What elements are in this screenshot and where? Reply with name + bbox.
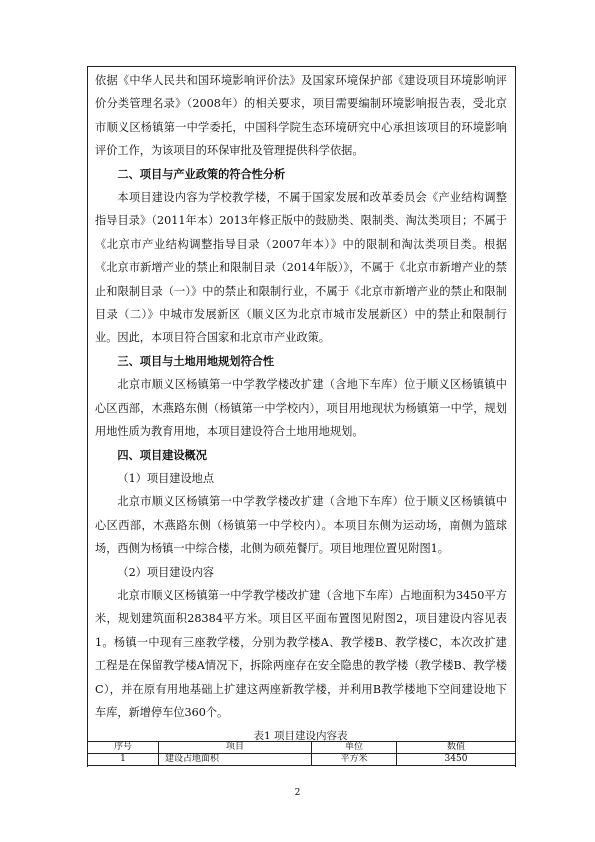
table-header-cell: 项目 (159, 742, 312, 754)
section-heading-overview: 四、项目建设概况 (117, 447, 207, 462)
document-body (95, 69, 507, 724)
table-header-cell: 序号 (88, 742, 159, 754)
table-cell: 平方米 (312, 754, 397, 766)
industrial-policy-paragraph: 本项目建设内容为学校教学楼，不属于国家发展和改革委员会《产业结构调整指导目录》（2011年本）2013年修正版中的鼓励类、限制类、淘汰类项目；不属于《北京市产业结构调整指导目录（2007年本）》中的限制和淘汰类项目类。根据《北京市新增产业的禁止和限制目录（2014年版）》，不属于《北京市新增产业的禁止和限制目录（一）》中的禁止和限制行业，不属于《北京市新增产业的禁止和限制目录（二）》中城市发展新区（顺义区为北京市城市发展新区）中的禁止和限制行业。因此，本项目符合国家和北京市产业政策。 (95, 191, 507, 345)
table-header-cell: 单位 (312, 742, 397, 754)
location-paragraph: 北京市顺义区杨镇第一中学教学楼改扩建（含地下车库）位于顺义区杨镇镇中心区西部，木燕路东侧（杨镇第一中学校内）。本项目东侧为运动场，南侧为篮球场，西侧为杨镇一中综合楼，北侧为硕苑餐厅。项目地理位置见附图1。 (95, 495, 507, 556)
subheading-content: （2）项目建设内容 (117, 565, 215, 579)
table-cell: 3450 (397, 754, 516, 766)
table-header-row (88, 742, 516, 754)
section-heading-land-use: 三、项目与土地用地规划符合性 (117, 353, 275, 368)
table-header-cell: 数值 (397, 742, 516, 754)
section-heading-industrial-policy: 二、项目与产业政策的符合性分析 (117, 166, 286, 181)
table-cell: 1 (88, 754, 159, 766)
intro-paragraph: 依据《中华人民共和国环境影响评价法》及国家环境保护部《建设项目环境影响评价分类管理名录》（2008年）的相关要求，项目需要编制环境影响报告表，受北京市顺义区杨镇第一中学委托，中国科学院生态环境研究中心承担该项目的环境影响评价工作，为该项目的环保审批及管理提供科学依据。 (95, 74, 507, 158)
land-use-paragraph: 北京市顺义区杨镇第一中学教学楼改扩建（含地下车库）位于顺义区杨镇镇中心区西部，木燕路东侧（杨镇第一中学校内），项目用地现状为杨镇第一中学，规划用地性质为教育用地，本项目建设符合土地用地规划。 (95, 378, 507, 439)
page-number: 2 (294, 788, 301, 798)
table-cell: 建设占地面积 (159, 754, 312, 766)
table-row (88, 754, 516, 766)
table-caption: 表1 项目建设内容表 (253, 730, 348, 742)
project-content-table (87, 741, 516, 766)
subheading-location: （1）项目建设地点 (117, 471, 215, 485)
content-paragraph: 北京市顺义区杨镇第一中学教学楼改扩建（含地下车库）占地面积为3450平方米，规划建筑面积28384平方米。项目区平面布置图见附图2，项目建设内容见表1。杨镇一中现有三座教学楼，分别为教学楼A、教学楼B、教学楼C，本次改扩建工程是在保留教学楼A情况下，拆除两座存在安全隐患的教学楼（教学楼B、教学楼C），并在原有用地基础上扩建这两座新教学楼，并利用B教学楼地下空间建设地下车库，新增停车位360个。 (95, 588, 507, 719)
